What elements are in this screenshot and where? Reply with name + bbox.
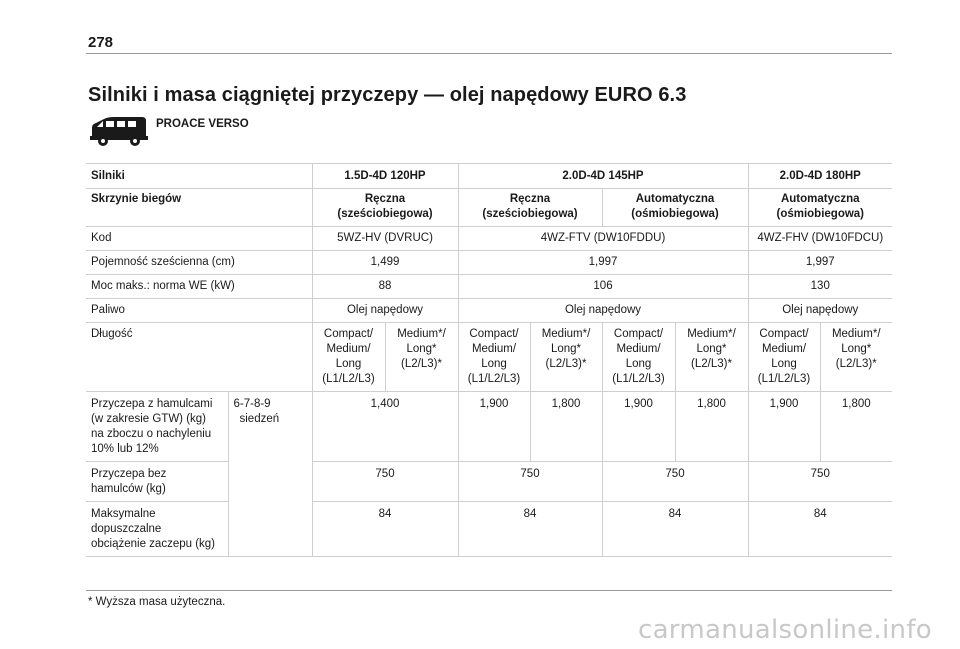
gearbox-type: Ręczna bbox=[364, 193, 406, 205]
length-cell-a bbox=[748, 323, 820, 392]
hitch-value: 84 bbox=[458, 502, 602, 557]
engine-3: 2.0D-4D 180HP bbox=[748, 164, 892, 189]
page-number: 278 bbox=[88, 34, 114, 51]
gearbox-3 bbox=[602, 189, 748, 227]
label-line: (w zakresie GTW) (kg) bbox=[91, 413, 206, 425]
power-row bbox=[86, 275, 892, 299]
engines-label: Silniki bbox=[86, 164, 312, 189]
fuel-3: Olej napędowy bbox=[748, 299, 892, 323]
code-row bbox=[86, 227, 892, 251]
length-line: Medium*/ bbox=[687, 328, 736, 340]
capacity-1: 1,499 bbox=[312, 251, 458, 275]
length-line: Long* bbox=[841, 343, 872, 355]
code-3: 4WZ-FHV (DW10FDCU) bbox=[748, 227, 892, 251]
braked-trailer-row bbox=[86, 392, 892, 462]
braked-value: 1,800 bbox=[820, 392, 892, 462]
length-line: Long bbox=[481, 358, 507, 370]
braked-trailer-label bbox=[86, 392, 228, 462]
label-line: obciążenie zaczepu (kg) bbox=[91, 538, 216, 550]
length-line: (L1/L2/L3) bbox=[612, 373, 665, 385]
code-2: 4WZ-FTV (DW10FDDU) bbox=[458, 227, 748, 251]
unbraked-value: 750 bbox=[458, 462, 602, 502]
unbraked-value: 750 bbox=[602, 462, 748, 502]
gearbox-2 bbox=[458, 189, 602, 227]
gearbox-type: Ręczna bbox=[509, 193, 551, 205]
gearbox-4 bbox=[748, 189, 892, 227]
hitch-load-label bbox=[86, 502, 228, 557]
length-cell-b bbox=[385, 323, 458, 392]
top-divider bbox=[86, 53, 892, 54]
hitch-load-row bbox=[86, 502, 892, 557]
length-line: Compact/ bbox=[323, 328, 374, 340]
length-line: (L2/L3)* bbox=[691, 358, 732, 370]
fuel-row bbox=[86, 299, 892, 323]
gearbox-type: Automatyczna bbox=[780, 193, 860, 205]
length-cell-a bbox=[312, 323, 385, 392]
capacity-label: Pojemność sześcienna (cm) bbox=[86, 251, 312, 275]
unbraked-value: 750 bbox=[312, 462, 458, 502]
length-line: Compact/ bbox=[759, 328, 809, 340]
length-line: (L1/L2/L3) bbox=[467, 373, 521, 385]
engine-1: 1.5D-4D 120HP bbox=[312, 164, 458, 189]
label-line: Maksymalne bbox=[91, 508, 156, 520]
length-line: Long* bbox=[696, 343, 727, 355]
fuel-1: Olej napędowy bbox=[312, 299, 458, 323]
label-line: dopuszczalne bbox=[91, 523, 162, 535]
gearbox-1 bbox=[312, 189, 458, 227]
length-line: Medium*/ bbox=[541, 328, 591, 340]
code-label: Kod bbox=[86, 227, 312, 251]
label-line: Przyczepa bez bbox=[91, 468, 167, 480]
unbraked-value: 750 bbox=[748, 462, 892, 502]
length-line: Medium/ bbox=[761, 343, 807, 355]
braked-value: 1,900 bbox=[748, 392, 820, 462]
length-line: Compact/ bbox=[469, 328, 519, 340]
length-line: (L2/L3)* bbox=[835, 358, 877, 370]
length-line: Long* bbox=[550, 343, 582, 355]
label-line: 10% lub 12% bbox=[91, 443, 159, 455]
length-cell-b bbox=[675, 323, 748, 392]
gearbox-detail: (ośmiobiegowa) bbox=[776, 208, 865, 220]
length-cell-a bbox=[602, 323, 675, 392]
length-line: Long bbox=[771, 358, 797, 370]
length-line: (L1/L2/L3) bbox=[322, 373, 375, 385]
capacity-3: 1,997 bbox=[748, 251, 892, 275]
code-1: 5WZ-HV (DVRUC) bbox=[312, 227, 458, 251]
unbraked-trailer-label bbox=[86, 462, 228, 502]
hitch-value: 84 bbox=[602, 502, 748, 557]
power-1: 88 bbox=[312, 275, 458, 299]
length-line: Medium*/ bbox=[831, 328, 881, 340]
length-line: Medium/ bbox=[616, 343, 661, 355]
label-line: hamulców (kg) bbox=[91, 483, 166, 495]
length-label: Długość bbox=[86, 323, 312, 392]
seats-cell bbox=[228, 392, 312, 557]
length-line: Medium*/ bbox=[397, 328, 446, 340]
length-row bbox=[86, 323, 892, 392]
seats-count: 6-7-8-9 bbox=[233, 398, 271, 410]
model-name: PROACE VERSO bbox=[156, 118, 249, 130]
seats-unit: siedzeń bbox=[239, 413, 280, 425]
page-title: Silniki i masa ciągniętej przyczepy — olej napędowy EURO 6.3 bbox=[88, 84, 687, 106]
braked-value: 1,900 bbox=[602, 392, 675, 462]
capacity-2: 1,997 bbox=[458, 251, 748, 275]
length-line: (L1/L2/L3) bbox=[757, 373, 811, 385]
length-line: (L2/L3)* bbox=[401, 358, 442, 370]
braked-value: 1,400 bbox=[312, 392, 458, 462]
braked-value: 1,800 bbox=[530, 392, 602, 462]
hitch-value: 84 bbox=[312, 502, 458, 557]
hitch-value: 84 bbox=[748, 502, 892, 557]
length-line: Long* bbox=[406, 343, 437, 355]
fuel-2: Olej napędowy bbox=[458, 299, 748, 323]
power-3: 130 bbox=[748, 275, 892, 299]
length-cell-b bbox=[530, 323, 602, 392]
engine-2: 2.0D-4D 145HP bbox=[458, 164, 748, 189]
gearbox-label: Skrzynie biegów bbox=[86, 189, 312, 227]
gearbox-detail: (ośmiobiegowa) bbox=[631, 208, 719, 220]
length-line: Medium/ bbox=[471, 343, 517, 355]
gearbox-row bbox=[86, 189, 892, 227]
fuel-label: Paliwo bbox=[86, 299, 312, 323]
van-icon bbox=[88, 114, 148, 148]
length-line: (L2/L3)* bbox=[545, 358, 587, 370]
label-line: Przyczepa z hamulcami bbox=[91, 398, 213, 410]
spec-table bbox=[86, 163, 892, 557]
gearbox-detail: (sześciobiegowa) bbox=[337, 208, 433, 220]
length-line: Medium/ bbox=[326, 343, 371, 355]
unbraked-trailer-row bbox=[86, 462, 892, 502]
length-cell-b bbox=[820, 323, 892, 392]
power-label: Moc maks.: norma WE (kW) bbox=[86, 275, 312, 299]
watermark: carmanualsonline.info bbox=[637, 615, 932, 645]
braked-value: 1,800 bbox=[675, 392, 748, 462]
gearbox-type: Automatyczna bbox=[635, 193, 715, 205]
length-line: Long bbox=[625, 358, 652, 370]
power-2: 106 bbox=[458, 275, 748, 299]
label-line: na zboczu o nachyleniu bbox=[91, 428, 212, 440]
length-cell-a bbox=[458, 323, 530, 392]
braked-value: 1,900 bbox=[458, 392, 530, 462]
bottom-divider bbox=[86, 590, 892, 591]
capacity-row bbox=[86, 251, 892, 275]
footnote: * Wyższa masa użyteczna. bbox=[88, 596, 226, 608]
length-line: Long bbox=[335, 358, 362, 370]
length-line: Compact/ bbox=[613, 328, 664, 340]
gearbox-detail: (sześciobiegowa) bbox=[482, 208, 578, 220]
engines-row bbox=[86, 164, 892, 189]
